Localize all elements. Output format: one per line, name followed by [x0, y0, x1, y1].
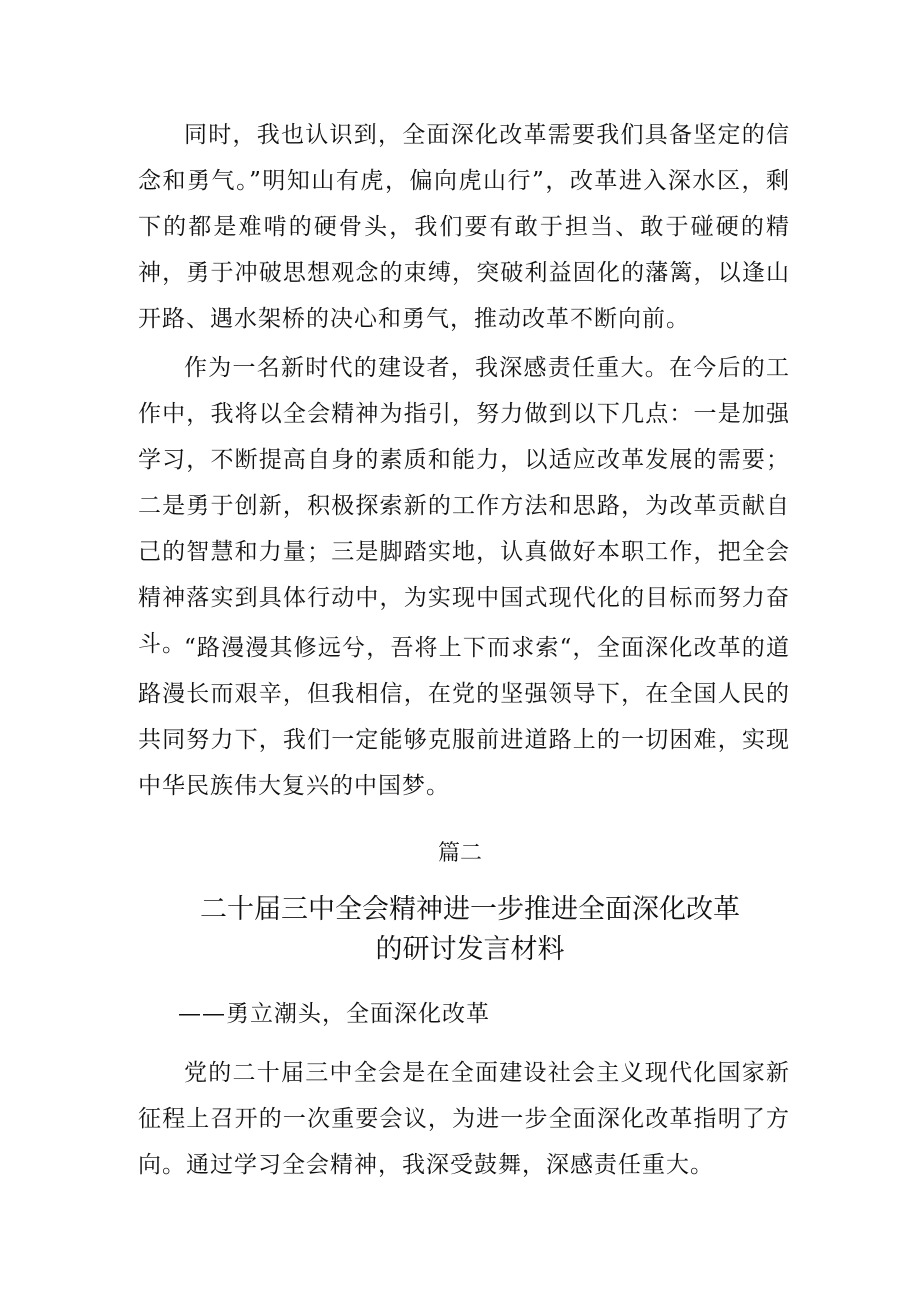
paragraph-builder-responsibility: 作为一名新时代的建设者，我深感责任重大。在今后的工作中，我将以全会精神为指引，努力做到以下几点：一是加强学习，不断提高自身的素质和能力，以适应改革发展的需要；二是勇于创新，积极探索新的工作方法和思路，为改革贡献自己的智慧和力量；三是脚踏实地，认真做好本职工作，把全会精神落实到具体行动中，为实现中国式现代化的目标而努力奋斗。	[138, 355, 790, 657]
title-line-2: 的研讨发言材料	[375, 934, 565, 965]
paragraph-belief-courage: 同时，我也认识到，全面深化改革需要我们具备坚定的信念和勇气。”明知山有虎，偏向虎山行”，改革进入深水区，剩下的都是难啃的硬骨头，我们要有敢于担当、敢于碰硬的精神，勇于冲破思想观念的束缚，突破利益固化的藩篱，以逢山开路、遇水架桥的决心和勇气，推动改革不断向前。	[138, 122, 790, 332]
section-label: 篇二	[437, 841, 482, 866]
paragraph-long-road: “路漫漫其修远兮，吾将上下而求索“，全面深化改革的道路漫长而艰辛，但我相信，在党的坚强领导下，在全国人民的共同努力下，我们一定能够克服前进道路上的一切困难，实现中华民族伟大复兴的中国梦。	[138, 635, 790, 799]
document-title	[120, 890, 820, 970]
document-subtitle: ——勇立潮头，全面深化改革	[178, 1001, 490, 1027]
paragraph-plenary-session: 党的二十届三中全会是在全面建设社会主义现代化国家新征程上召开的一次重要会议，为进一步全面深化改革指明了方向。通过学习全会精神，我深受鼓舞，深感责任重大。	[138, 1060, 790, 1178]
title-line-1: 二十届三中全会精神进一步推进全面深化改革	[200, 894, 740, 925]
